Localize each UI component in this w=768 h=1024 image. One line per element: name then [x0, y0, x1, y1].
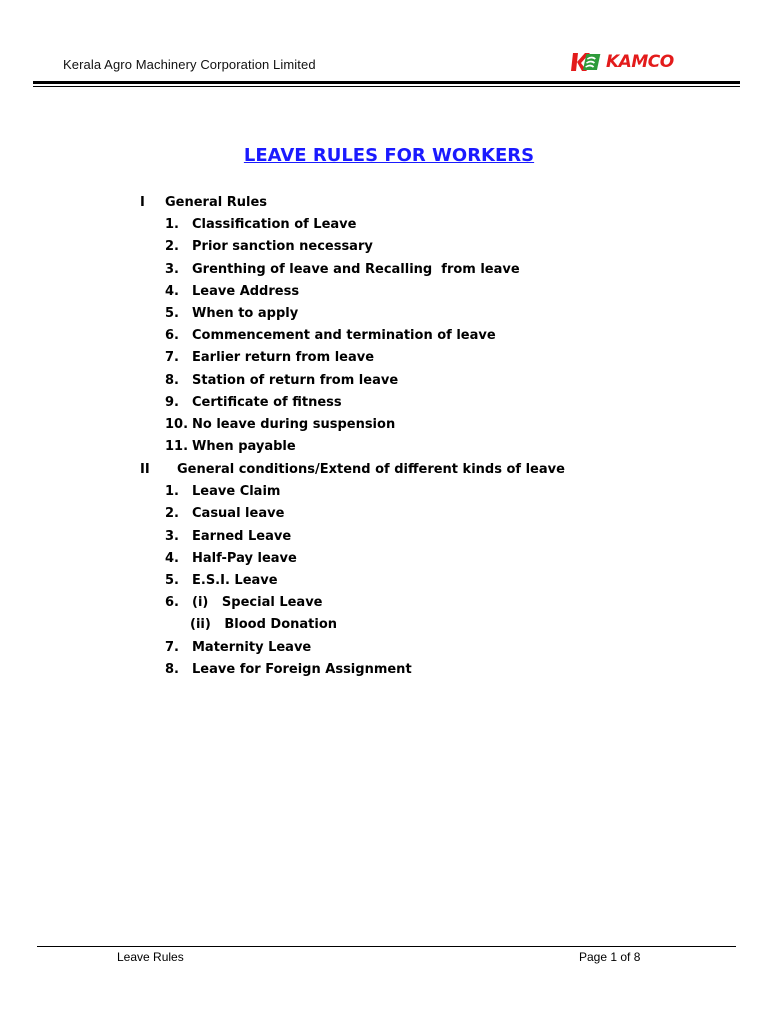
company-name: Kerala Agro Machinery Corporation Limited [63, 57, 316, 72]
list-item-number: 1. [165, 484, 179, 500]
list-item-text: Leave for Foreign Assignment [192, 661, 412, 677]
list-item-text: Earlier return from leave [192, 350, 375, 366]
list-item-number: 6. [165, 595, 179, 611]
list-item-number: 4. [165, 550, 179, 566]
list-item-text: E.S.I. Leave [192, 573, 278, 588]
list-item-text: Prior sanction necessary [192, 239, 373, 255]
footer-document-name: Leave Rules [117, 950, 184, 964]
header-rule-thick [33, 81, 740, 84]
list-item-text: Commencement and termination of leave [192, 328, 496, 344]
list-item-text: Maternity Leave [192, 639, 312, 655]
section-heading-text: General conditions/Extend of different kinds of leave [177, 462, 565, 477]
list-item-text: When payable [192, 439, 296, 455]
list-item-text: Certificate of fitness [192, 394, 342, 410]
list-item-number: 10. [165, 417, 189, 432]
list-item-text: When to apply [192, 306, 299, 321]
kamco-emblem-icon [570, 51, 604, 73]
list-item-number: 4. [165, 283, 179, 299]
footer-rule [37, 946, 736, 947]
list-item-number: 2. [165, 506, 179, 522]
section-numeral: II [140, 462, 150, 477]
header-rule-thin [33, 86, 740, 87]
section-numeral: I [140, 195, 145, 210]
list-item-number: 3. [165, 261, 179, 277]
section-heading-text: General Rules [165, 195, 268, 210]
list-item-text: Grenthing of leave and Recalling from leave [192, 261, 520, 277]
list-item-number: 5. [165, 573, 179, 588]
list-item-number: 9. [165, 394, 179, 410]
list-item-text: (ii) Blood Donation [190, 617, 338, 633]
list-item-text: Casual leave [192, 506, 285, 522]
logo-text: KAMCO [606, 52, 674, 72]
list-item-text: Station of return from leave [192, 372, 399, 388]
list-item-text: Leave Claim [192, 484, 281, 500]
list-item-number: 6. [165, 328, 179, 344]
list-item-number: 2. [165, 239, 179, 255]
list-item-text: No leave during suspension [192, 417, 396, 432]
list-item-number: 7. [165, 639, 179, 655]
list-item-number: 3. [165, 528, 179, 544]
list-item-number: 7. [165, 350, 179, 366]
list-item-number: 8. [165, 661, 179, 677]
list-item-text: Classification of Leave [192, 217, 357, 233]
list-item-number: 1. [165, 217, 179, 233]
footer-page-number: Page 1 of 8 [579, 950, 641, 964]
list-item-number: 11. [165, 439, 189, 455]
list-item-text: (i) Special Leave [192, 595, 323, 611]
list-item-text: Half-Pay leave [192, 550, 297, 566]
list-item-text: Earned Leave [192, 528, 292, 544]
list-item-number: 5. [165, 306, 179, 321]
list-item-number: 8. [165, 372, 179, 388]
kamco-logo [570, 50, 674, 74]
list-item-text: Leave Address [192, 283, 300, 299]
document-title: LEAVE RULES FOR WORKERS [243, 145, 535, 166]
